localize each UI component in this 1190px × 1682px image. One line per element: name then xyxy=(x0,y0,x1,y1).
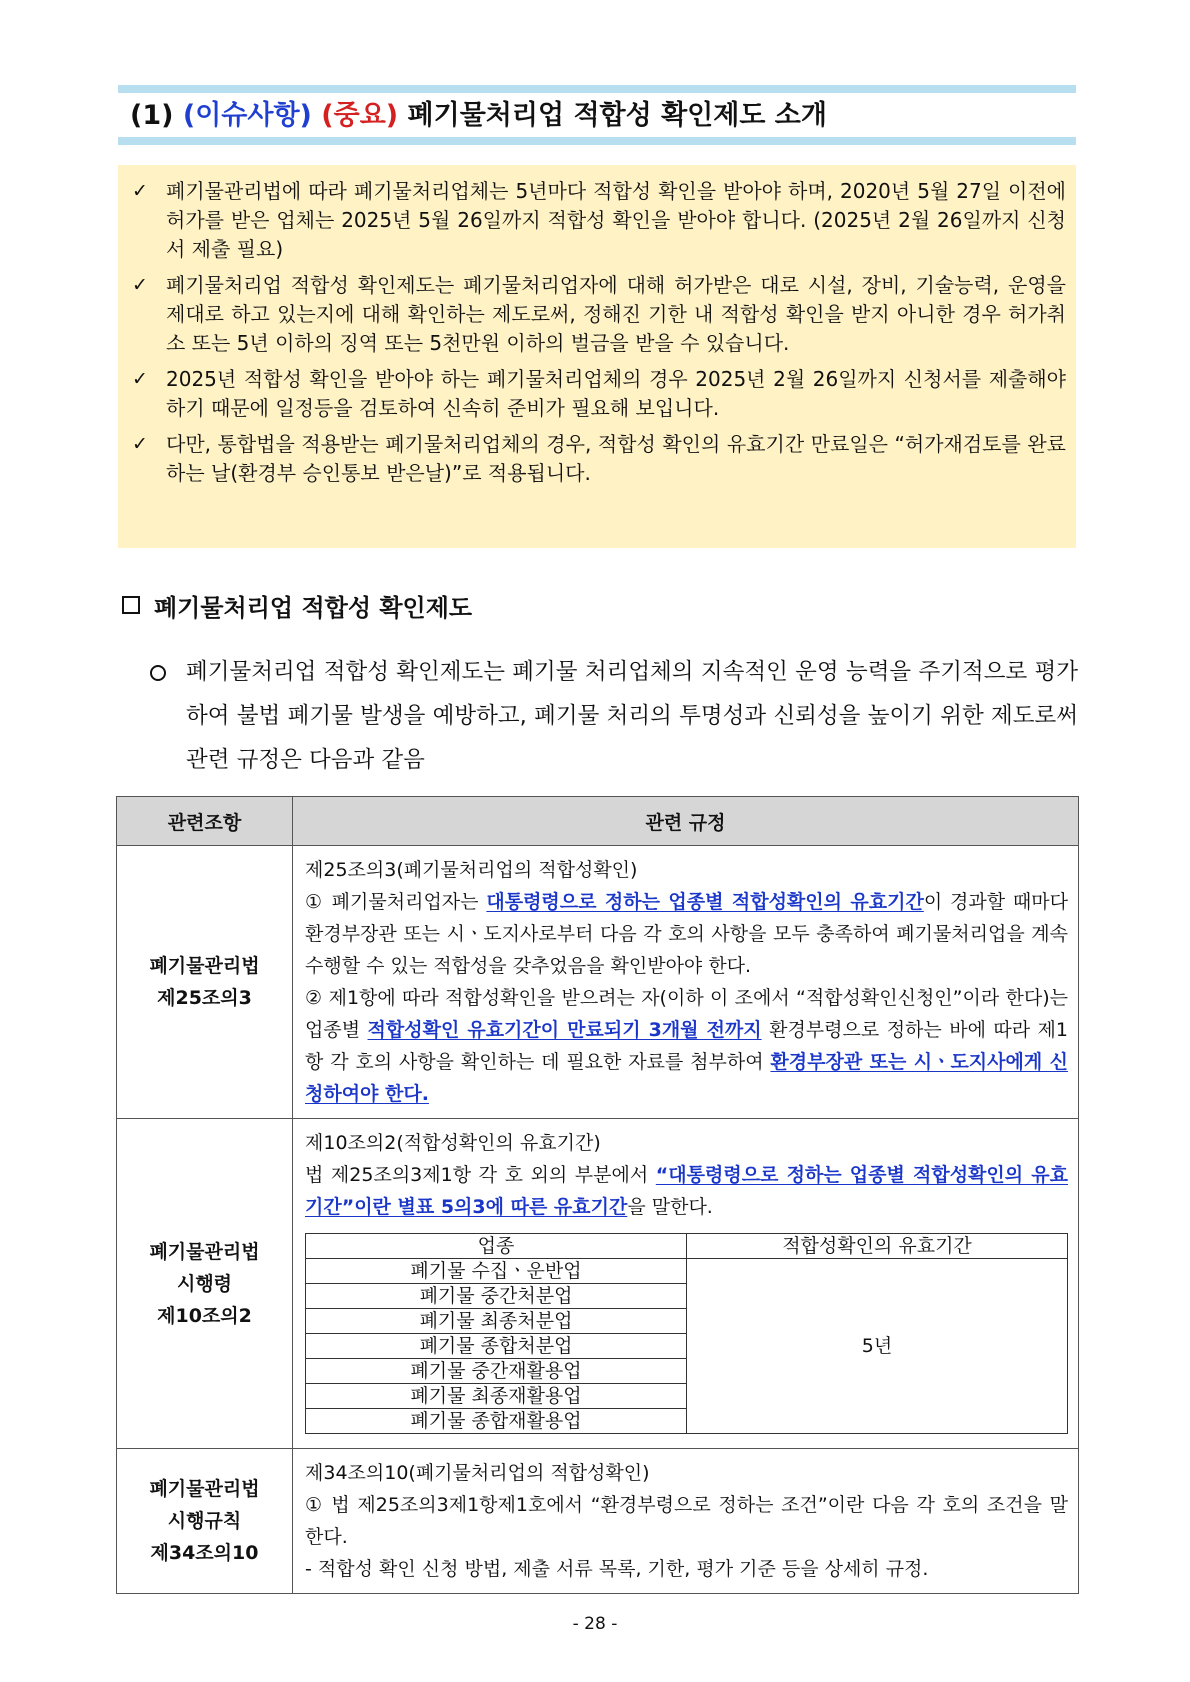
regulation-text: ① 폐기물처리업자는 xyxy=(305,891,487,913)
article-line: 폐기물관리법 xyxy=(149,955,260,977)
article-line: 폐기물관리법 xyxy=(149,1240,260,1263)
article-line: 시행령 xyxy=(176,1272,233,1295)
business-type-cell: 폐기물 최종처분업 xyxy=(306,1309,687,1334)
page-title xyxy=(130,94,827,137)
emphasis-text: 대통령령으로 정하는 업종별 적합성확인의 유효기간 xyxy=(486,891,924,913)
regulation-cell xyxy=(293,1119,1079,1449)
business-type-cell: 폐기물 종합처분업 xyxy=(306,1334,687,1359)
intro-paragraph xyxy=(150,650,1078,782)
table-row xyxy=(117,846,1079,1119)
table-header-row xyxy=(117,797,1079,846)
title-tag-issue: (이슈사항) xyxy=(182,100,312,131)
validity-period-table xyxy=(305,1233,1068,1434)
summary-item xyxy=(132,430,1066,488)
table-row xyxy=(306,1259,1068,1284)
square-bullet-icon xyxy=(122,596,140,614)
summary-text: 폐기물관리법에 따라 폐기물처리업체는 5년마다 적합성 확인을 받아야 하며, 2020년 5월 27일 이전에 허가를 받은 업체는 2025년 5월 26일까지 적합성 확인을 받아야 합니다. (2025년 2월 26일까지 신청서 제출 필요) xyxy=(166,179,1066,261)
title-bottom-rule xyxy=(118,137,1076,145)
emphasis-text: “대통령령으로 정하는 업종별 적합성확인의 유효기간”이란 별표 5의3에 따른 유효기간 xyxy=(305,1164,1068,1218)
regulation-heading: 제34조의10(폐기물처리업의 적합성확인) xyxy=(305,1462,650,1484)
table-row xyxy=(117,1119,1079,1449)
article-cell xyxy=(117,846,293,1119)
regulation-cell xyxy=(293,846,1079,1119)
regulation-text: 이 경과할 때마다 환경부장관 또는 시ㆍ도지사로부터 다음 각 호의 사항을 모두 충족하여 폐기물처리업을 계속 수행할 수 있는 적합성을 갖추었음을 확인받아야 한다. xyxy=(305,891,1068,977)
section-heading xyxy=(122,588,472,623)
article-line: 제34조의10 xyxy=(150,1542,259,1564)
inner-header-period: 적합성확인의 유효기간 xyxy=(687,1234,1068,1259)
regulation-heading: 제25조의3(폐기물처리업의 적합성확인) xyxy=(305,859,638,881)
regulation-cell xyxy=(293,1449,1079,1594)
table-row xyxy=(117,1449,1079,1594)
regulation-paragraph: ① 법 제25조의3제1항제1호에서 “환경부령으로 정하는 조건”이란 다음 각 호의 조건을 말한다. xyxy=(305,1494,1068,1548)
page-number: - 28 - xyxy=(572,1614,618,1634)
regulation-paragraph xyxy=(305,886,1068,982)
title-number: (1) xyxy=(130,100,174,131)
emphasis-text: 적합성확인 유효기간이 만료되기 3개월 전까지 xyxy=(367,1019,762,1041)
title-band xyxy=(118,85,1076,148)
title-text: 폐기물처리업 적합성 확인제도 소개 xyxy=(407,100,827,131)
validity-period-cell: 5년 xyxy=(687,1259,1068,1434)
regulation-heading: 제10조의2(적합성확인의 유효기간) xyxy=(305,1132,601,1154)
check-icon: ✓ xyxy=(132,433,148,455)
section-heading-text: 폐기물처리업 적합성 확인제도 xyxy=(154,594,473,622)
summary-text: 폐기물처리업 적합성 확인제도는 폐기물처리업자에 대해 허가받은 대로 시설, 장비, 기술능력, 운영을 제대로 하고 있는지에 대해 확인하는 제도로써, 정해진 기한 내 적합성 확인을 받지 아니한 경우 허가취소 또는 5년 이하의 징역 또는 5천만원 이하의 벌금을 받을 수 있습니다. xyxy=(166,273,1066,355)
article-cell xyxy=(117,1449,293,1594)
regulation-table xyxy=(116,796,1079,1594)
article-line: 제10조의2 xyxy=(157,1304,252,1327)
intro-text: 폐기물처리업 적합성 확인제도는 폐기물 처리업체의 지속적인 운영 능력을 주기적으로 평가하여 불법 폐기물 발생을 예방하고, 폐기물 처리의 투명성과 신뢰성을 높이기 위한 제도로써 관련 규정은 다음과 같음 xyxy=(186,659,1078,773)
business-type-cell: 폐기물 최종재활용업 xyxy=(306,1384,687,1409)
emphasis-text: 환경부장관 또는 시ㆍ도지사에게 신청하여야 한다. xyxy=(305,1051,1068,1105)
article-cell xyxy=(117,1119,293,1449)
inner-header-row xyxy=(306,1234,1068,1259)
title-top-rule xyxy=(118,85,1076,93)
article-line: 폐기물관리법 xyxy=(149,1478,260,1500)
title-tag-important: (중요) xyxy=(321,100,399,131)
regulation-paragraph xyxy=(305,982,1068,1110)
summary-text: 2025년 적합성 확인을 받아야 하는 폐기물처리업체의 경우 2025년 2월 26일까지 신청서를 제출해야 하기 때문에 일정등을 검토하여 신속히 준비가 필요해 보입니다. xyxy=(166,367,1066,420)
business-type-cell: 폐기물 중간재활용업 xyxy=(306,1359,687,1384)
circle-bullet-icon xyxy=(150,665,166,681)
regulation-text: 법 제25조의3제1항 각 호 외의 부분에서 xyxy=(305,1164,656,1186)
summary-text: 다만, 통합법을 적용받는 폐기물처리업체의 경우, 적합성 확인의 유효기간 만료일은 “허가재검토를 완료하는 날(환경부 승인통보 받은날)”로 적용됩니다. xyxy=(166,432,1066,485)
summary-box xyxy=(118,165,1076,548)
regulation-text: 을 말한다. xyxy=(627,1196,713,1218)
business-type-cell: 폐기물 중간처분업 xyxy=(306,1284,687,1309)
header-article: 관련조항 xyxy=(117,797,293,846)
business-type-cell: 폐기물 수집ㆍ운반업 xyxy=(306,1259,687,1284)
article-line: 제25조의3 xyxy=(157,987,252,1009)
header-regulation: 관련 규정 xyxy=(293,797,1079,846)
business-type-cell: 폐기물 종합재활용업 xyxy=(306,1409,687,1434)
inner-header-business: 업종 xyxy=(306,1234,687,1259)
summary-item xyxy=(132,271,1066,358)
check-icon: ✓ xyxy=(132,274,148,296)
summary-item xyxy=(132,365,1066,423)
check-icon: ✓ xyxy=(132,368,148,390)
article-line: 시행규칙 xyxy=(167,1510,242,1532)
regulation-text: ② 제1항에 따라 적합성확인을 받으려는 자(이하 이 조에서 “적합성확인신청인”이라 한다)는 업종별 xyxy=(305,987,1068,1041)
summary-item xyxy=(132,177,1066,264)
regulation-text: 환경부령으로 정하는 바에 따라 제1항 각 호의 사항을 확인하는 데 필요한 자료를 첨부하여 xyxy=(305,1019,1069,1073)
regulation-paragraph: - 적합성 확인 신청 방법, 제출 서류 목록, 기한, 평가 기준 등을 상세히 규정. xyxy=(305,1558,929,1580)
check-icon: ✓ xyxy=(132,180,148,202)
regulation-paragraph xyxy=(305,1159,1068,1223)
